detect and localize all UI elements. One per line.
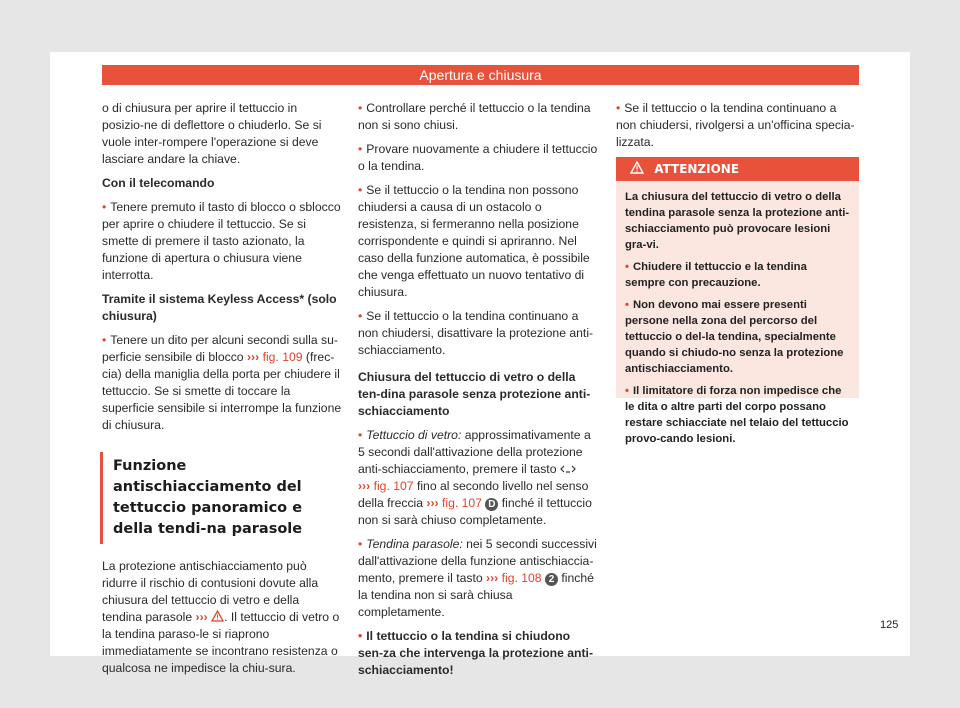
intro-paragraph: o di chiusura per aprire il tettuccio in posizio-ne di deflettore o chiuderlo. Se si vuole inter-rompere l'operazione si deve lasciare andare la chiave. xyxy=(102,101,322,166)
heading-chiusura: Chiusura del tettuccio di vetro o della ten-dina parasole senza protezione anti-schiacciamento xyxy=(358,370,591,418)
bullet-text: finché il tettuccio non si sarà chiuso completamente. xyxy=(358,496,592,527)
warning-box xyxy=(616,157,859,445)
list-item xyxy=(358,308,598,359)
warning-triangle-icon[interactable] xyxy=(211,610,224,622)
bullet-text: fino al secondo livello nel senso della freccia xyxy=(358,479,589,510)
warning-bullet xyxy=(625,383,850,447)
ref-arrow: ››› xyxy=(358,479,371,493)
list-item xyxy=(358,536,598,621)
fig-link-107[interactable]: fig. 107 xyxy=(442,496,482,510)
warning-header xyxy=(616,157,859,181)
page-number: 125 xyxy=(880,619,899,631)
fig-link-107[interactable]: fig. 107 xyxy=(373,479,414,493)
ref-arrow: ››› xyxy=(486,571,499,585)
bullet-text: Se il tettuccio o la tendina non possono chiudersi a causa di un ostacolo o resistenza, si fermeranno nella posizione corrispondente e quindi si apriranno. Nel caso della funzione automatica, è possibile che venga effettuato un nuovo tentativo di chiusura. xyxy=(358,183,590,299)
item-label: Tendina parasole: xyxy=(366,537,463,551)
bullet-text: Il tettuccio o la tendina si chiudono sen-za che intervenga la protezione anti-schiacciamento! xyxy=(358,629,594,677)
bullet-text: approssimativamente a 5 secondi dall'attivazione della protezione anti-schiacciamento, premere il tasto xyxy=(358,428,591,476)
warning-bullet xyxy=(625,297,850,377)
callout-badge: D xyxy=(485,498,498,511)
list-item xyxy=(358,100,598,134)
fig-link-108[interactable]: fig. 108 xyxy=(501,571,542,585)
bullet-text: Controllare perché il tettuccio o la tendina non si sono chiusi. xyxy=(358,101,591,132)
paragraph-text: La protezione antischiacciamento può ridurre il rischio di contusioni dovute alla chiusura del tettuccio di vetro e della tendina parasole xyxy=(102,559,319,624)
sunroof-button-icon xyxy=(560,464,576,474)
bullet-text: nei 5 secondi successivi dall'attivazione della funzione antischiaccia-mento, premere il tasto xyxy=(358,537,597,585)
paragraph-text: . Il tettuccio di vetro o la tendina paraso-le si riaprono immediatamente se incontrano resistenza o qualcosa ne impedisce la chiu-sura. xyxy=(102,610,340,675)
bullet-text: Provare nuovamente a chiudere il tettuccio o la tendina. xyxy=(358,142,598,173)
bullet-text: (frec-cia) della maniglia della porta per chiudere il tettuccio. Se si smette di toccare la superficie sensibile si interrompe la funzione di chiusura. xyxy=(102,350,342,432)
callout-badge: 2 xyxy=(545,573,558,586)
list-item xyxy=(358,427,598,529)
chapter-header: Apertura e chiusura xyxy=(102,65,859,85)
bullet-text: Tenere premuto il tasto di blocco o sblocco per aprire o chiudere il tettuccio. Se si smette di premere il tasto azionato, la funzione di apertura o chiusura viene interrotta. xyxy=(102,200,341,282)
list-item xyxy=(358,182,598,301)
ref-arrow: ››› xyxy=(426,496,439,510)
heading-telecomando: Con il telecomando xyxy=(102,176,215,190)
column-3 xyxy=(616,100,856,158)
bullet-keyless xyxy=(102,332,342,434)
heading-keyless: Tramite il sistema Keyless Access* (solo chiusura) xyxy=(102,292,337,323)
bullet-text: Il limitatore di forza non impedisce che le dita o altre parti del corpo possano restare schiacciate nel telaio del tettuccio provo-cando lesioni. xyxy=(625,385,849,445)
list-item xyxy=(616,100,856,151)
bullet-text: Non devono mai essere presenti persone nella zona del percorso del tettuccio o del-la tendina, specialmente quando si chiudo-no senza la protezione antischiacciamento. xyxy=(625,299,844,375)
bullet-text: Tenere un dito per alcuni secondi sulla su-perficie sensibile di blocco xyxy=(102,333,338,364)
list-item xyxy=(358,628,598,679)
warning-paragraph: La chiusura del tettuccio di vetro o della tendina parasole senza la protezione anti-schiacciamento può provocare lesioni gra-vi. xyxy=(625,191,850,251)
warning-body xyxy=(616,181,859,447)
warning-triangle-icon xyxy=(630,161,644,174)
bullet-telecomando xyxy=(102,199,342,284)
column-2 xyxy=(358,100,598,686)
warning-title: ATTENZIONE xyxy=(654,162,740,176)
ref-arrow: ››› xyxy=(195,610,208,624)
column-1 xyxy=(102,100,342,684)
warning-bullet xyxy=(625,259,850,291)
bullet-text: finché la tendina non si sarà chiusa completamente. xyxy=(358,571,594,619)
fig-link-109[interactable]: fig. 109 xyxy=(262,350,303,364)
bullet-text: Chiudere il tettuccio e la tendina sempre con precauzione. xyxy=(625,261,807,289)
item-label: Tettuccio di vetro: xyxy=(366,428,462,442)
ref-arrow: ››› xyxy=(246,350,260,364)
list-item xyxy=(358,141,598,175)
antischiacciamento-paragraph xyxy=(102,558,342,677)
section-title: Funzione antischiacciamento del tettuccio panoramico e della tendi-na parasole xyxy=(100,452,342,544)
bullet-text: Se il tettuccio o la tendina continuano a non chiudersi, rivolgersi a un'officina specia-lizzata. xyxy=(616,101,855,149)
bullet-text: Se il tettuccio o la tendina continuano a non chiudersi, disattivare la protezione anti-schiacciamento. xyxy=(358,309,594,357)
